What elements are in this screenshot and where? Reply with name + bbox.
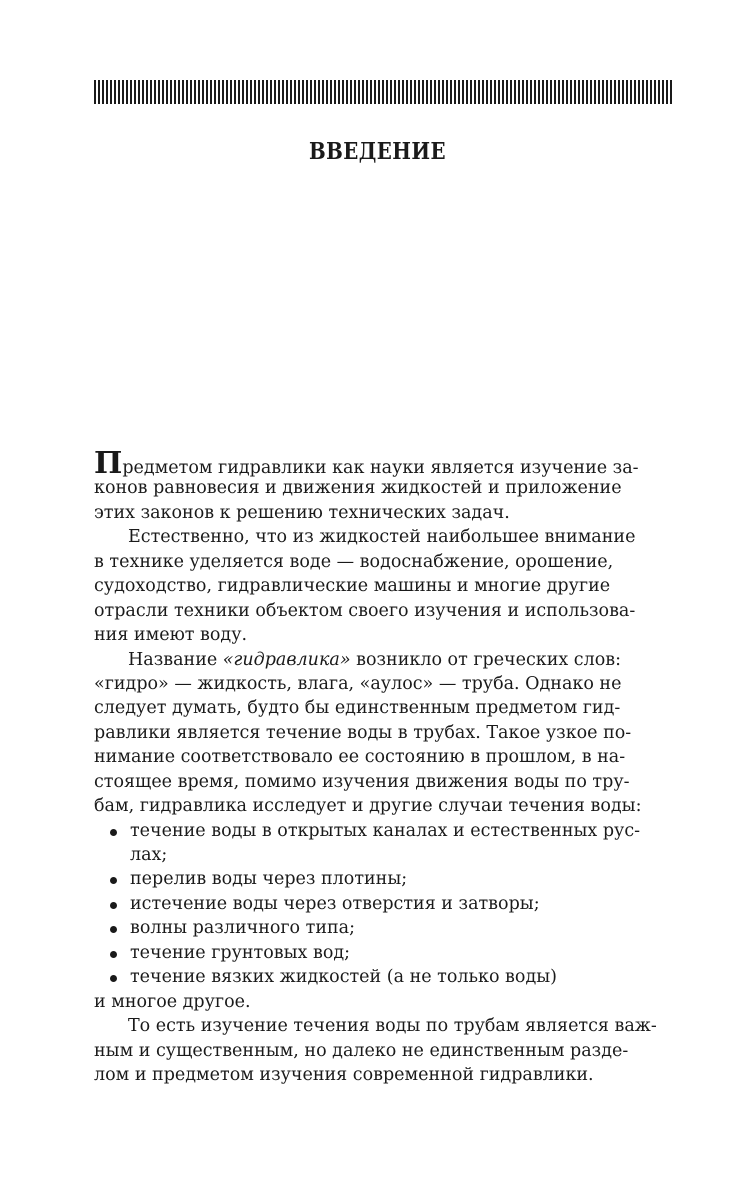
- text-line: и многое другое.: [94, 991, 251, 1012]
- list-item-text: течение грунтовых вод;: [130, 942, 351, 963]
- body-text: [94, 446, 674, 1087]
- list-item: [94, 867, 674, 891]
- text-line: этих законов к решению технических задач.: [94, 502, 510, 523]
- bullet-icon: [110, 951, 117, 958]
- text-line: следует думать, будто бы единственным предметом гид-: [94, 698, 621, 719]
- text-line: [94, 648, 674, 672]
- text-line: стоящее время, помимо изучения движения воды по тру-: [94, 771, 630, 792]
- text-line: Естественно, что из жидкостей наибольшее внимание: [128, 527, 636, 548]
- text-line: нимание соответствовало ее состоянию в прошлом, в на-: [94, 747, 626, 768]
- list-item: [94, 892, 674, 916]
- bullet-icon: [110, 926, 117, 933]
- text-line: конов равновесия и движения жидкостей и приложение: [94, 478, 622, 499]
- text-fragment: Название: [128, 649, 218, 670]
- list-item-text: волны различного типа;: [130, 918, 355, 939]
- list-item: [94, 916, 674, 940]
- decorative-header-rule: [94, 80, 674, 104]
- text-line: [94, 446, 674, 481]
- chapter-title: ВВЕДЕНИЕ: [308, 138, 447, 165]
- list-item: [94, 965, 674, 989]
- term-italic: «гидравлика»: [222, 649, 351, 670]
- list-item-text: течение вязких жидкостей (а не только воды): [130, 967, 557, 988]
- text-line: судоходство, гидравлические машины и многие другие: [94, 576, 611, 597]
- drop-cap: П: [94, 446, 123, 481]
- text-fragment: возникло от греческих слов:: [356, 649, 622, 670]
- bullet-icon: [110, 902, 117, 909]
- text-line: равлики является течение воды в трубах. Такое узкое по-: [94, 722, 632, 743]
- list-item: [94, 819, 674, 843]
- list-item-text: перелив воды через плотины;: [130, 869, 408, 890]
- list-item: [94, 941, 674, 965]
- text-line: отрасли техники объектом своего изучения и использова-: [94, 600, 636, 621]
- text-line: То есть изучение течения воды по трубам является важ-: [128, 1016, 657, 1037]
- text-line: бам, гидравлика исследует и другие случаи течения воды:: [94, 796, 642, 817]
- text-line: «гидро» — жидкость, влага, «аулос» — труба. Однако не: [94, 673, 622, 694]
- text-line-content: редметом гидравлики как науки является изучение за-: [122, 458, 639, 478]
- bullet-icon: [110, 975, 117, 982]
- text-line: ным и существенным, но далеко не единственным разде-: [94, 1040, 629, 1061]
- text-line: лом и предметом изучения современной гидравлики.: [94, 1064, 594, 1085]
- text-line: в технике уделяется воде — водоснабжение, орошение,: [94, 551, 614, 572]
- list-item-text: истечение воды через отверстия и затворы;: [130, 893, 540, 914]
- bullet-icon: [110, 877, 117, 884]
- bullet-icon: [110, 829, 117, 836]
- text-line: ния имеют воду.: [94, 625, 248, 646]
- list-item-text: течение воды в открытых каналах и естественных рус-: [130, 820, 641, 841]
- list-item-continuation: лах;: [130, 845, 168, 865]
